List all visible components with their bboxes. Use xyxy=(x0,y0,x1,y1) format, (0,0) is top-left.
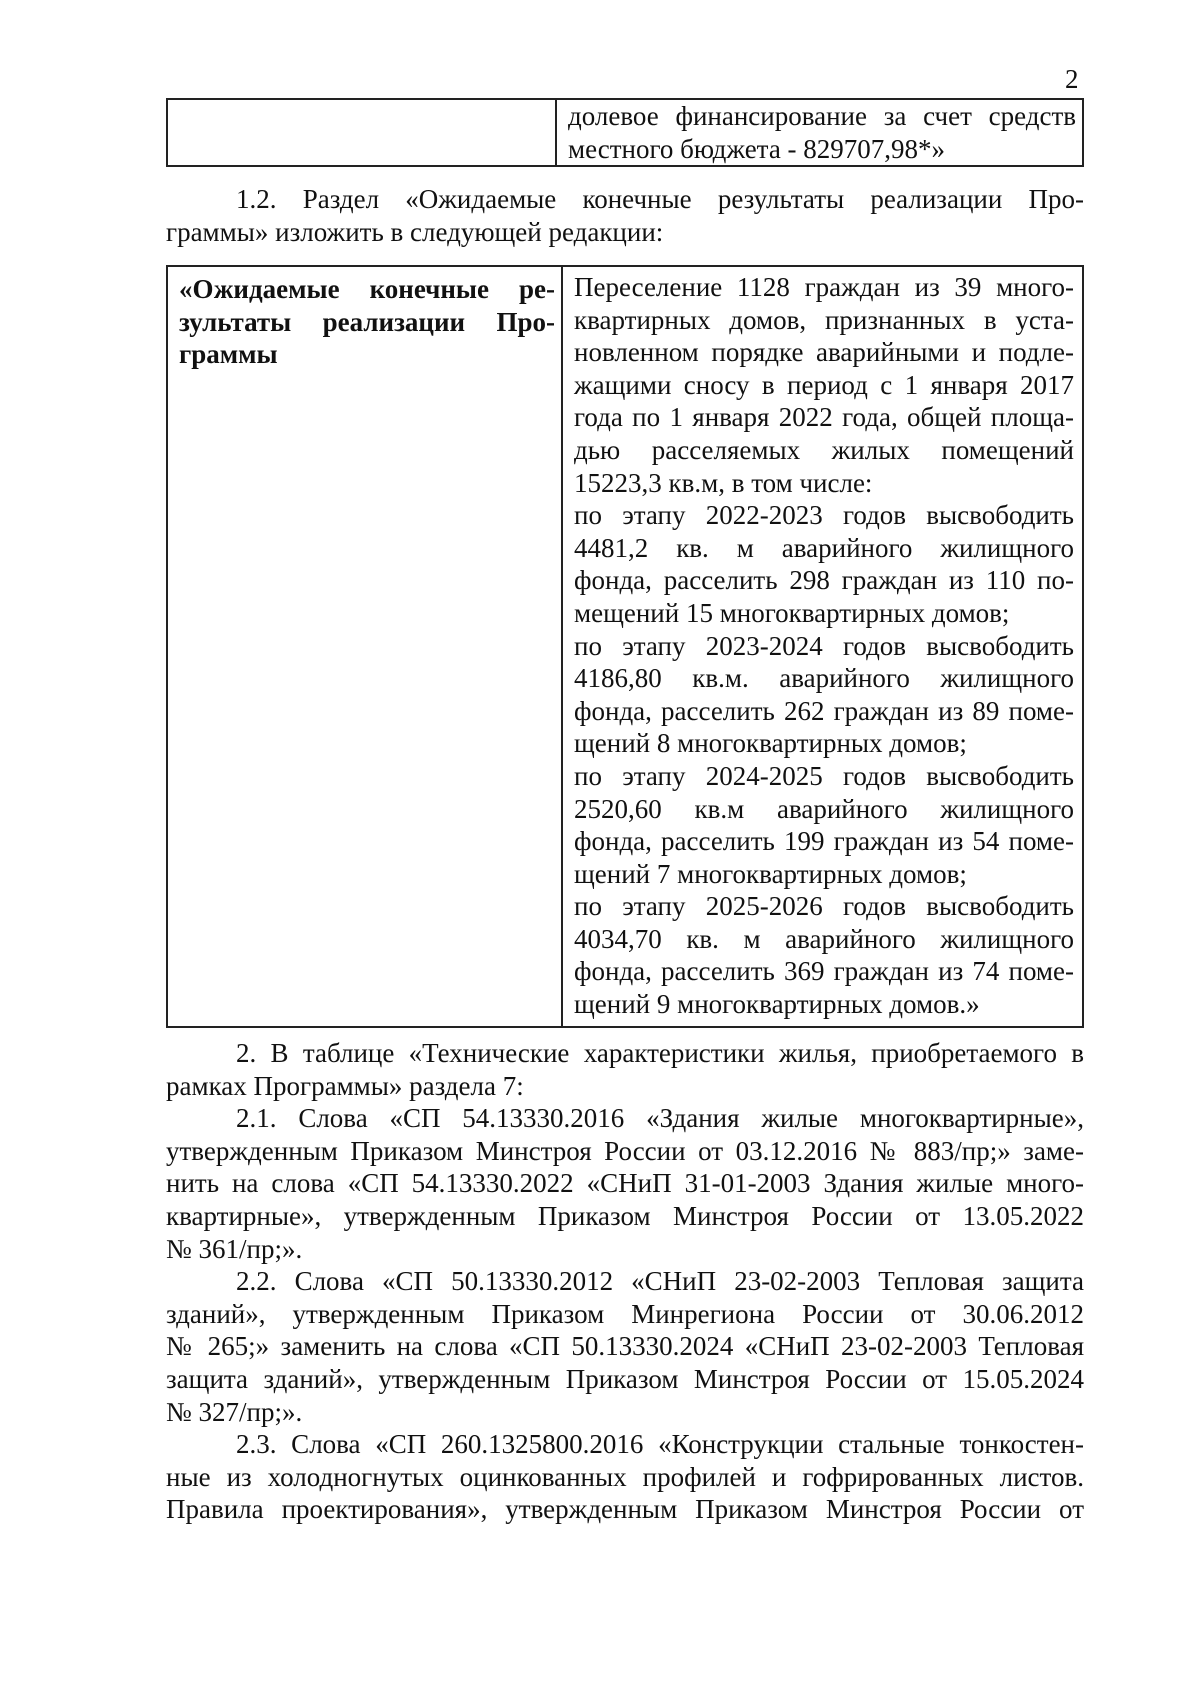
text-line: дью расселяемых жилых помещений xyxy=(574,434,1074,465)
table-cell-results xyxy=(562,266,1083,1027)
text-line: Правила проектирования», утвержденным Приказом Минстроя России от xyxy=(166,1494,1084,1525)
text-line: граммы xyxy=(179,339,278,370)
text-line: щений 9 многоквартирных домов.» xyxy=(574,989,980,1020)
text-line: по этапу 2024-2025 годов высвободить xyxy=(574,760,1074,791)
text-line: № 327/пр;». xyxy=(166,1396,303,1427)
text-line: фонда, расселить 262 граждан из 89 поме- xyxy=(574,695,1074,726)
text-line: местного бюджета - 829707,98*» xyxy=(568,133,946,164)
table-row xyxy=(167,266,1083,1027)
text-line: долевое финансирование за счет средств xyxy=(568,101,1076,131)
text-line: 15223,3 кв.м, в том числе: xyxy=(574,467,873,498)
text-line: фонда, расселить 369 граждан из 74 поме- xyxy=(574,956,1074,987)
table-funding-continuation xyxy=(166,98,1084,167)
text-line: квартирные», утвержденным Приказом Минстроя России от 13.05.2022 xyxy=(166,1200,1084,1231)
text-line: рамках Программы» раздела 7: xyxy=(166,1070,524,1101)
text-line: 2. В таблице «Технические характеристики жилья, приобретаемого в xyxy=(236,1038,1084,1068)
text-line: щений 7 многоквартирных домов; xyxy=(574,858,967,889)
table-cell-funding xyxy=(556,99,1083,166)
text-line: новленном порядке аварийными и подле- xyxy=(574,337,1074,368)
text-line: 4186,80 кв.м. аварийного жилищного xyxy=(574,663,1074,694)
section-1-2-paragraph xyxy=(166,183,1084,248)
text-line: 2.1. Слова «СП 54.13330.2016 «Здания жилые многоквартирные», xyxy=(236,1103,1084,1134)
text-line: № 265;» заменить на слова «СП 50.13330.2024 «СНиП 23-02-2003 Тепловая xyxy=(166,1331,1084,1362)
text-line: по этапу 2022-2023 годов высвободить xyxy=(574,500,1074,531)
text-line: «Ожидаемые конечные ре- xyxy=(179,274,555,304)
text-line: мещений 15 многоквартирных домов; xyxy=(574,597,1010,628)
text-line: 4034,70 кв. м аварийного жилищного xyxy=(574,923,1074,954)
text-line: Переселение 1128 граждан из 39 много- xyxy=(574,272,1074,302)
text-line: зультаты реализации Про- xyxy=(179,306,555,337)
text-line: щений 8 многоквартирных домов; xyxy=(574,728,967,759)
text-line: фонда, расселить 199 граждан из 54 поме- xyxy=(574,826,1074,857)
table-cell-heading xyxy=(167,266,562,1027)
text-line: года по 1 января 2022 года, общей площа- xyxy=(574,402,1074,433)
text-line: 1.2. Раздел «Ожидаемые конечные результаты реализации Про- xyxy=(236,184,1084,214)
text-line: 2520,60 кв.м аварийного жилищного xyxy=(574,793,1074,824)
text-line: ные из холодногнутых оцинкованных профилей и гофрированных листов. xyxy=(166,1461,1084,1492)
table-expected-results xyxy=(166,265,1084,1028)
text-line: по этапу 2023-2024 годов высвободить xyxy=(574,630,1074,661)
section-2-paragraphs xyxy=(166,1037,1084,1526)
text-line: № 361/пр;». xyxy=(166,1233,303,1264)
text-line: фонда, расселить 298 граждан из 110 по- xyxy=(574,565,1074,596)
text-line: 2.2. Слова «СП 50.13330.2012 «СНиП 23-02-2003 Тепловая защита xyxy=(236,1266,1084,1297)
text-line: защита зданий», утвержденным Приказом Минстроя России от 15.05.2024 xyxy=(166,1363,1084,1394)
text-line: 2.3. Слова «СП 260.1325800.2016 «Конструкции стальные тонкостен- xyxy=(236,1429,1084,1460)
text-line: квартирных домов, признанных в уста- xyxy=(574,304,1074,335)
text-line: 4481,2 кв. м аварийного жилищного xyxy=(574,532,1074,563)
text-line: граммы» изложить в следующей редакции: xyxy=(166,216,664,247)
text-line: утвержденным Приказом Минстроя России от 03.12.2016 № 883/пр;» заме- xyxy=(166,1135,1084,1166)
table-cell-empty xyxy=(167,99,556,166)
table-row xyxy=(167,99,1083,166)
text-line: по этапу 2025-2026 годов высвободить xyxy=(574,891,1074,922)
text-line: жащими сносу в период с 1 января 2017 xyxy=(574,369,1074,400)
text-line: нить на слова «СП 54.13330.2022 «СНиП 31-01-2003 Здания жилые много- xyxy=(166,1168,1084,1199)
page-number: 2 xyxy=(1065,64,1079,94)
text-line: зданий», утвержденным Приказом Минрегиона России от 30.06.2012 xyxy=(166,1298,1084,1329)
